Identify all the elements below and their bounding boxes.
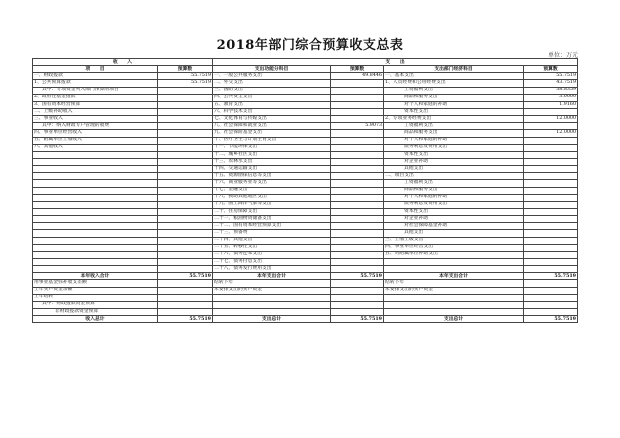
table-row — [33, 266, 578, 273]
table-row — [33, 166, 578, 173]
econ-item: 资本性支出 — [384, 108, 524, 115]
func-item: 十六、商业服务业等支出 — [213, 180, 331, 187]
carry-row — [33, 280, 578, 287]
income-item — [33, 180, 158, 187]
econ-item: 资本性支出 — [384, 208, 524, 215]
income-amount — [158, 180, 213, 187]
income-amount — [158, 258, 213, 265]
econ-item: 其他支出 — [384, 230, 524, 237]
func-amount — [331, 137, 384, 144]
table-row — [33, 123, 578, 130]
econ-amount: 55.7519 — [524, 73, 578, 80]
carry-econ-item — [384, 294, 524, 301]
econ-amount — [524, 137, 578, 144]
econ-item: 五、对附属单位补助支出 — [384, 251, 524, 258]
econ-amount — [524, 208, 578, 215]
func-amount — [331, 94, 384, 101]
table-row — [33, 73, 578, 80]
income-amount — [158, 94, 213, 101]
table-row — [33, 251, 578, 258]
econ-item: 对社会保障基金补助 — [384, 223, 524, 230]
func-amount — [331, 266, 384, 273]
table-row — [33, 223, 578, 230]
func-item: 二十七、债务付息支出 — [213, 258, 331, 265]
income-item — [33, 208, 158, 215]
func-item: 十八、援助其他地区支出 — [213, 194, 331, 201]
econ-total-value: 55.7519 — [524, 273, 578, 280]
table-row — [33, 151, 578, 158]
carry-income-item: 上年实户资金余额 — [33, 287, 158, 294]
table-row — [33, 116, 578, 123]
income-item — [33, 251, 158, 258]
carry-econ-amount — [524, 308, 578, 315]
carry-func-item — [213, 294, 331, 301]
econ-item: 工资福利支出 — [384, 123, 524, 130]
carry-income-amount — [158, 294, 213, 301]
income-amount — [158, 216, 213, 223]
income-item: 三、事业收入 — [33, 116, 158, 123]
carry-econ-amount — [524, 301, 578, 308]
carry-func-amount — [331, 308, 384, 315]
func-item: 十三、农林水支出 — [213, 158, 331, 165]
func-amount — [331, 194, 384, 201]
econ-item: 资本性支出 — [384, 151, 524, 158]
income-amount — [158, 151, 213, 158]
econ-item: 债务利息及费用支出 — [384, 144, 524, 151]
func-item: 四、公共安全支出 — [213, 94, 331, 101]
income-amount — [158, 244, 213, 251]
income-item — [33, 244, 158, 251]
income-item — [33, 194, 158, 201]
econ-amount — [524, 166, 578, 173]
income-item — [33, 201, 158, 208]
table-row — [33, 130, 578, 137]
func-amount — [331, 151, 384, 158]
econ-amount — [524, 251, 578, 258]
func-grand-label: 支出总计 — [213, 316, 331, 323]
econ-amount — [524, 230, 578, 237]
econ-amount — [524, 223, 578, 230]
income-amount — [158, 130, 213, 137]
func-amount-header: 预算数 — [331, 66, 384, 73]
econ-item: 对个人和家庭的补助 — [384, 194, 524, 201]
table-row — [33, 237, 578, 244]
func-amount — [331, 158, 384, 165]
econ-amount — [524, 237, 578, 244]
income-item — [33, 166, 158, 173]
econ-amount — [524, 216, 578, 223]
income-amount — [158, 87, 213, 94]
income-amount — [158, 201, 213, 208]
income-amount — [158, 223, 213, 230]
func-item: 二十一、粮油物资储备支出 — [213, 216, 331, 223]
table-row — [33, 101, 578, 108]
econ-total-label: 本年支出合计 — [384, 273, 524, 280]
table-row — [33, 87, 578, 94]
carry-income-item: 上年结转 — [33, 294, 158, 301]
carry-row — [33, 294, 578, 301]
func-amount — [331, 258, 384, 265]
income-item: 2、政府性基金拨款 — [33, 94, 158, 101]
econ-item — [384, 266, 524, 273]
carry-func-item: 结转下年 — [213, 280, 331, 287]
income-grand-label: 收入总计 — [33, 316, 158, 323]
func-amount — [331, 244, 384, 251]
func-grand-value: 55.7519 — [331, 316, 384, 323]
func-amount: 49.8446 — [331, 73, 384, 80]
econ-amount: 3.0000 — [524, 94, 578, 101]
func-item: 二十四、其他支出 — [213, 237, 331, 244]
income-item — [33, 230, 158, 237]
table-row — [33, 173, 578, 180]
income-item — [33, 258, 158, 265]
header-group-row — [33, 59, 578, 66]
func-item: 二十二、国有资本经营预算支出 — [213, 223, 331, 230]
carry-income-amount — [158, 301, 213, 308]
income-item — [33, 266, 158, 273]
carry-econ-amount — [524, 287, 578, 294]
econ-item: 商品和服务支出 — [384, 130, 524, 137]
econ-item: 债务利息及费用支出 — [384, 201, 524, 208]
econ-amount — [524, 158, 578, 165]
carry-income-item: 非财政拨款资金预算 — [33, 308, 158, 315]
carry-econ-amount — [524, 294, 578, 301]
func-amount — [331, 237, 384, 244]
income-amount — [158, 144, 213, 151]
income-amount: 55.7519 — [158, 80, 213, 87]
econ-item: 2、专项业务经费支出 — [384, 116, 524, 123]
table-row — [33, 201, 578, 208]
carry-econ-item — [384, 308, 524, 315]
table-row — [33, 108, 578, 115]
carry-income-item: 用事业基金弥补收支差额 — [33, 280, 158, 287]
econ-amount-header: 预算数 — [524, 66, 578, 73]
econ-amount — [524, 180, 578, 187]
func-item: 二、外交支出 — [213, 80, 331, 87]
econ-amount — [524, 201, 578, 208]
header-column-row — [33, 66, 578, 73]
table-row — [33, 80, 578, 87]
func-item: 二十五、转移性支出 — [213, 244, 331, 251]
func-amount — [331, 223, 384, 230]
func-amount — [331, 101, 384, 108]
func-amount — [331, 87, 384, 94]
carry-func-amount — [331, 301, 384, 308]
func-item: 三、国防支出 — [213, 87, 331, 94]
func-amount — [331, 251, 384, 258]
func-amount — [331, 201, 384, 208]
income-amount: 55.7519 — [158, 73, 213, 80]
econ-amount — [524, 258, 578, 265]
income-item — [33, 187, 158, 194]
carry-econ-amount — [524, 280, 578, 287]
func-amount — [331, 108, 384, 115]
income-item: 一、财政拨款 — [33, 73, 158, 80]
func-item: 十一、节能环保支出 — [213, 144, 331, 151]
func-amount: 5.9073 — [331, 123, 384, 130]
carry-func-amount — [331, 294, 384, 301]
func-item: 二十六、债务还本支出 — [213, 251, 331, 258]
func-amount — [331, 144, 384, 151]
unit-label: 单位：万元 — [547, 52, 578, 59]
econ-item: 对企业补助 — [384, 216, 524, 223]
table-row — [33, 187, 578, 194]
func-item: 十、医疗卫生与计划生育支出 — [213, 137, 331, 144]
econ-amount — [524, 244, 578, 251]
econ-amount — [524, 151, 578, 158]
income-amount — [158, 266, 213, 273]
income-amount — [158, 251, 213, 258]
econ-amount: 12.0000 — [524, 130, 578, 137]
table-row — [33, 244, 578, 251]
income-amount — [158, 237, 213, 244]
econ-amount: 43.7519 — [524, 80, 578, 87]
carry-income-amount — [158, 308, 213, 315]
func-amount — [331, 130, 384, 137]
income-item: 二、上级补助收入 — [33, 108, 158, 115]
carry-income-item: 其中：财政拨款资金预算 — [33, 301, 158, 308]
table-row — [33, 216, 578, 223]
income-item: 四、事业单位经营收入 — [33, 130, 158, 137]
income-item: 六、其他收入 — [33, 144, 158, 151]
carry-func-item: 未安排支出的实户资金 — [213, 287, 331, 294]
income-item: 其中：纳入财政专户管理的收费 — [33, 123, 158, 130]
income-grand-value: 55.7519 — [158, 316, 213, 323]
income-amount — [158, 230, 213, 237]
econ-item: 二、项目支出 — [384, 173, 524, 180]
econ-amount — [524, 108, 578, 115]
econ-item: 对个人和家庭的补助 — [384, 101, 524, 108]
table-row — [33, 158, 578, 165]
econ-item: 四、事业单位经营支出 — [384, 244, 524, 251]
func-total-label: 本年支出合计 — [213, 273, 331, 280]
func-item: 七、文化体育与传媒支出 — [213, 116, 331, 123]
func-amount — [331, 187, 384, 194]
carry-func-item — [213, 301, 331, 308]
func-item: 一、一般公共服务支出 — [213, 73, 331, 80]
income-amount — [158, 108, 213, 115]
func-amount — [331, 216, 384, 223]
income-item — [33, 237, 158, 244]
econ-amount: 1.9160 — [524, 101, 578, 108]
income-group-header: 收 入 — [33, 59, 213, 66]
table-row — [33, 180, 578, 187]
func-item: 十五、资源勘探信息等支出 — [213, 173, 331, 180]
income-item: 五、附属单位上缴收入 — [33, 137, 158, 144]
econ-item: 工资福利支出 — [384, 87, 524, 94]
econ-grand-label: 支出总计 — [384, 316, 524, 323]
income-amount-header: 预算数 — [158, 66, 213, 73]
report-title: 2018年部门综合预算收支总表 — [216, 38, 404, 53]
econ-item: 商品和服务支出 — [384, 187, 524, 194]
income-amount — [158, 123, 213, 130]
budget-table — [32, 58, 578, 323]
table-row — [33, 194, 578, 201]
econ-amount — [524, 194, 578, 201]
income-total-value: 55.7519 — [158, 273, 213, 280]
econ-amount — [524, 266, 578, 273]
income-amount — [158, 158, 213, 165]
econ-item: 1、人员经费和公用经费支出 — [384, 80, 524, 87]
carry-row — [33, 301, 578, 308]
income-amount — [158, 173, 213, 180]
func-item: 十四、交通运输支出 — [213, 166, 331, 173]
func-amount — [331, 80, 384, 87]
income-item — [33, 151, 158, 158]
func-amount — [331, 173, 384, 180]
income-total-label: 本年收入合计 — [33, 273, 158, 280]
econ-item: 工资福利支出 — [384, 180, 524, 187]
econ-item: 三、上缴上级支出 — [384, 237, 524, 244]
carry-func-amount — [331, 287, 384, 294]
income-item — [33, 158, 158, 165]
table-row — [33, 230, 578, 237]
grand-total-row — [33, 316, 578, 323]
econ-amount — [524, 144, 578, 151]
econ-amount: 12.0000 — [524, 116, 578, 123]
func-item: 十九、国土海洋气象等支出 — [213, 201, 331, 208]
carry-econ-item: 未安排支出的实户资金 — [384, 287, 524, 294]
carry-row — [33, 287, 578, 294]
econ-item: 一、基本支出 — [384, 73, 524, 80]
func-item-header: 支出功能分科目 — [213, 66, 331, 73]
table-row — [33, 137, 578, 144]
income-amount — [158, 194, 213, 201]
func-item: 十二、城乡社区支出 — [213, 151, 331, 158]
table-row — [33, 144, 578, 151]
table-row — [33, 94, 578, 101]
income-item — [33, 173, 158, 180]
income-amount — [158, 166, 213, 173]
income-item: 3、国有资本经营预算 — [33, 101, 158, 108]
func-item: 二十八、债务发行费用支出 — [213, 266, 331, 273]
econ-item: 其他支出 — [384, 166, 524, 173]
econ-item: 对个人和家庭的补助 — [384, 137, 524, 144]
carry-row — [33, 308, 578, 315]
econ-grand-value: 55.7519 — [524, 316, 578, 323]
income-amount — [158, 208, 213, 215]
func-amount — [331, 116, 384, 123]
income-item — [33, 223, 158, 230]
func-item: 二十、住房保障支出 — [213, 208, 331, 215]
carry-econ-item: 结转下年 — [384, 280, 524, 287]
income-item: 1、公共预算拨款 — [33, 80, 158, 87]
econ-amount — [524, 173, 578, 180]
income-amount — [158, 116, 213, 123]
func-amount — [331, 208, 384, 215]
table-row — [33, 208, 578, 215]
income-item: 其中：专项资金列入部门预算的项目 — [33, 87, 158, 94]
func-amount — [331, 230, 384, 237]
func-item: 八、社会保障和就业支出 — [213, 123, 331, 130]
income-amount — [158, 187, 213, 194]
econ-item: 对企业补助 — [384, 158, 524, 165]
carry-func-amount — [331, 280, 384, 287]
carry-income-amount — [158, 280, 213, 287]
econ-item — [384, 258, 524, 265]
year-total-row — [33, 273, 578, 280]
econ-amount — [524, 187, 578, 194]
econ-amount — [524, 123, 578, 130]
func-item: 二十三、预备费 — [213, 230, 331, 237]
table-row — [33, 258, 578, 265]
func-total-value: 55.7519 — [331, 273, 384, 280]
func-amount — [331, 166, 384, 173]
func-item: 十七、金融支出 — [213, 187, 331, 194]
econ-item: 商品和服务支出 — [384, 94, 524, 101]
income-item-header: 项 目 — [33, 66, 158, 73]
expense-group-header: 支 出 — [213, 59, 578, 66]
func-item: 九、社会保险基金支出 — [213, 130, 331, 137]
income-amount — [158, 137, 213, 144]
carry-econ-item — [384, 301, 524, 308]
carry-income-amount — [158, 287, 213, 294]
func-item: 六、科学技术支出 — [213, 108, 331, 115]
income-item — [33, 216, 158, 223]
income-amount — [158, 101, 213, 108]
func-amount — [331, 180, 384, 187]
econ-item-header: 支出部门经济科目 — [384, 66, 524, 73]
func-item: 五、教育支出 — [213, 101, 331, 108]
carry-func-item — [213, 308, 331, 315]
econ-amount: 38.8359 — [524, 87, 578, 94]
